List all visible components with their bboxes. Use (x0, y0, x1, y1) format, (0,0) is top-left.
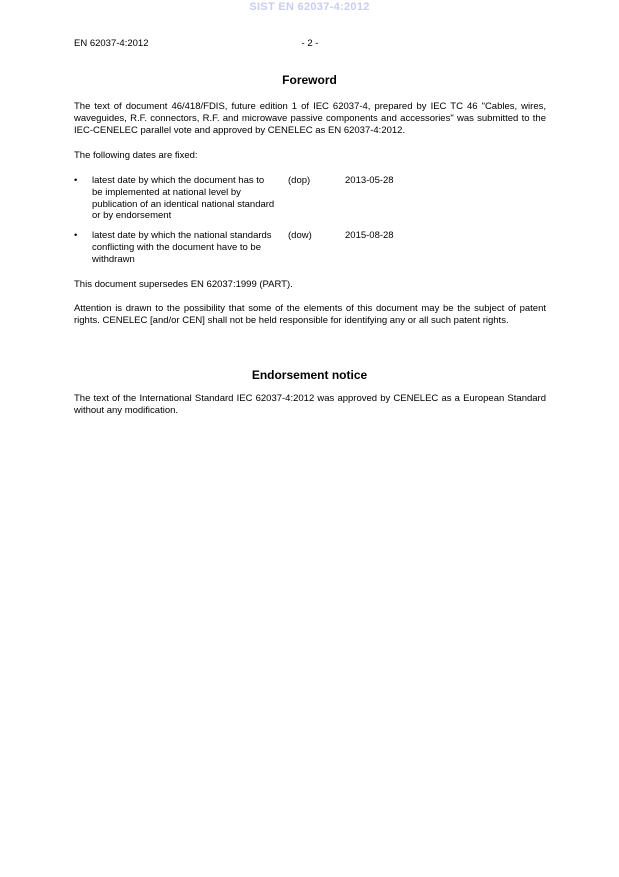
date-code: (dow) (288, 230, 312, 241)
foreword-intro: The text of document 46/418/FDIS, future edition 1 of IEC 62037-4, prepared by IEC TC 46 "Cables, wires, waveguides, R.F. connectors, R.F. and microwave passive components and accessories" was submitted to the IEC-CENELEC parallel vote and approved by CENELEC as EN 62037-4:2012. (74, 101, 546, 136)
dates-intro: The following dates are fixed: (74, 150, 198, 161)
page-number: - 2 - (301, 38, 319, 49)
supersedes-text: This document supersedes EN 62037:1999 (PART). (74, 279, 293, 290)
date-description: latest date by which the document has to be implemented at national level by publication of an identical national standard or by endorsement (92, 175, 275, 222)
endorsement-text: The text of the International Standard IEC 62037-4:2012 was approved by CENELEC as a European Standard without any modification. (74, 393, 546, 416)
watermark: SIST EN 62037-4:2012 (249, 1, 370, 13)
endorsement-title: Endorsement notice (251, 368, 368, 382)
bullet: • (74, 230, 78, 241)
foreword-title: Foreword (282, 73, 337, 87)
header-doc-id: EN 62037-4:2012 (74, 38, 149, 49)
date-code: (dop) (288, 175, 311, 186)
date-description: latest date by which the national standards conflicting with the document have to be withdrawn (92, 230, 272, 265)
date-value: 2015-08-28 (345, 230, 394, 241)
date-value: 2013-05-28 (345, 175, 394, 186)
bullet: • (74, 175, 78, 186)
attention-text: Attention is drawn to the possibility that some of the elements of this document may be the subject of patent rights. CENELEC [and/or CEN] shall not be held responsible for identifying any or all such patent rights. (74, 303, 546, 326)
